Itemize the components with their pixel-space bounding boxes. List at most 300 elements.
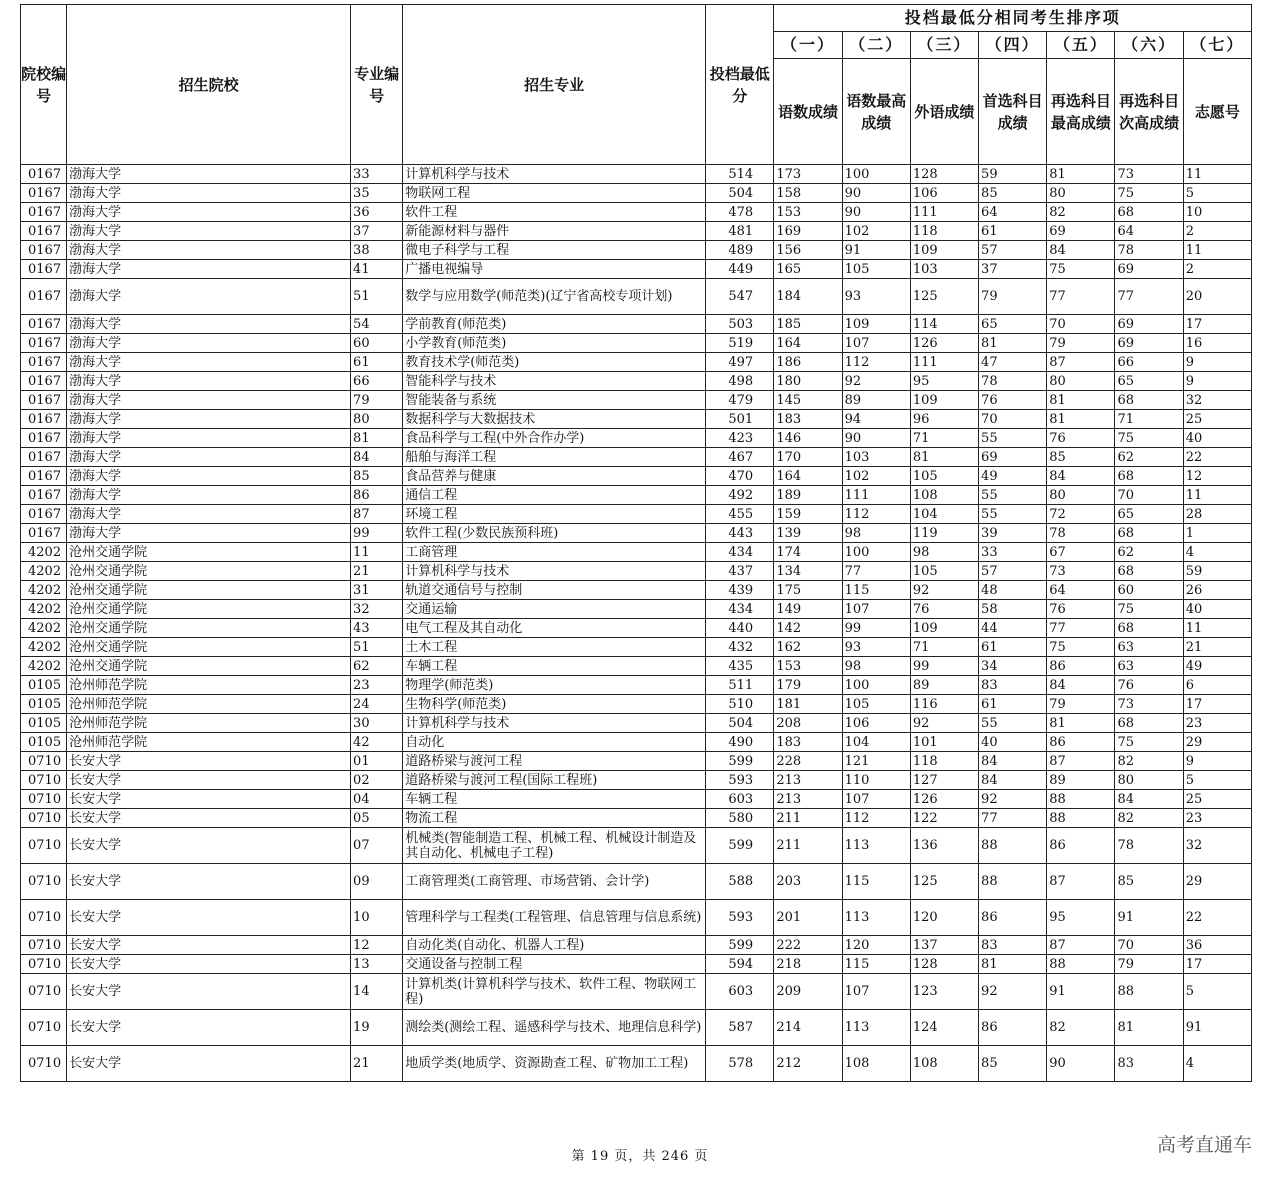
tie7-cell: 11 — [1183, 165, 1251, 184]
tie3-cell: 71 — [910, 638, 978, 657]
header-tie-break-label: 语数成绩 — [774, 59, 842, 165]
major-code-cell: 23 — [351, 676, 403, 695]
tie7-cell: 32 — [1183, 391, 1251, 410]
tie5-cell: 86 — [1047, 657, 1115, 676]
tie5-cell: 64 — [1047, 581, 1115, 600]
tie2-cell: 106 — [842, 714, 910, 733]
tie5-cell: 81 — [1047, 410, 1115, 429]
major-name-cell: 软件工程(少数民族预科班) — [403, 524, 706, 543]
major-code-cell: 87 — [351, 505, 403, 524]
tie7-cell: 2 — [1183, 222, 1251, 241]
tie2-cell: 105 — [842, 260, 910, 279]
tie7-cell: 5 — [1183, 184, 1251, 203]
table-row — [21, 448, 1252, 467]
min-score-cell: 432 — [706, 638, 774, 657]
tie7-cell: 17 — [1183, 695, 1251, 714]
tie1-cell: 159 — [774, 505, 842, 524]
tie4-cell: 64 — [979, 203, 1047, 222]
tie1-cell: 185 — [774, 315, 842, 334]
tie3-cell: 95 — [910, 372, 978, 391]
major-name-cell: 学前教育(师范类) — [403, 315, 706, 334]
tie2-cell: 102 — [842, 222, 910, 241]
school-code-cell: 0710 — [21, 900, 67, 936]
school-name-cell: 渤海大学 — [67, 391, 351, 410]
school-name-cell: 沧州交通学院 — [67, 543, 351, 562]
min-score-cell: 489 — [706, 241, 774, 260]
header-tie-break-num: （二） — [842, 32, 910, 59]
school-code-cell: 4202 — [21, 657, 67, 676]
tie3-cell: 125 — [910, 864, 978, 900]
tie5-cell: 81 — [1047, 714, 1115, 733]
school-name-cell: 渤海大学 — [67, 260, 351, 279]
header-tie-break-label: 再选科目次高成绩 — [1115, 59, 1183, 165]
min-score-cell: 603 — [706, 974, 774, 1010]
tie2-cell: 90 — [842, 184, 910, 203]
min-score-cell: 504 — [706, 714, 774, 733]
major-name-cell: 软件工程 — [403, 203, 706, 222]
tie2-cell: 121 — [842, 752, 910, 771]
tie6-cell: 68 — [1115, 467, 1183, 486]
tie4-cell: 76 — [979, 391, 1047, 410]
school-name-cell: 沧州交通学院 — [67, 562, 351, 581]
major-name-cell: 物理学(师范类) — [403, 676, 706, 695]
tie6-cell: 75 — [1115, 429, 1183, 448]
major-code-cell: 86 — [351, 486, 403, 505]
major-name-cell: 数据科学与大数据技术 — [403, 410, 706, 429]
major-name-cell: 计算机科学与技术 — [403, 165, 706, 184]
major-name-cell: 教育技术学(师范类) — [403, 353, 706, 372]
major-name-cell: 工商管理 — [403, 543, 706, 562]
major-name-cell: 微电子科学与工程 — [403, 241, 706, 260]
min-score-cell: 455 — [706, 505, 774, 524]
min-score-cell: 501 — [706, 410, 774, 429]
tie6-cell: 62 — [1115, 448, 1183, 467]
tie5-cell: 77 — [1047, 619, 1115, 638]
tie1-cell: 183 — [774, 733, 842, 752]
table-row — [21, 752, 1252, 771]
school-code-cell: 0105 — [21, 733, 67, 752]
tie3-cell: 103 — [910, 260, 978, 279]
tie2-cell: 115 — [842, 955, 910, 974]
tie5-cell: 76 — [1047, 429, 1115, 448]
tie6-cell: 83 — [1115, 1046, 1183, 1082]
school-code-cell: 4202 — [21, 600, 67, 619]
school-code-cell: 0167 — [21, 372, 67, 391]
tie1-cell: 164 — [774, 467, 842, 486]
school-code-cell: 0167 — [21, 391, 67, 410]
tie2-cell: 120 — [842, 936, 910, 955]
major-name-cell: 管理科学与工程类(工程管理、信息管理与信息系统) — [403, 900, 706, 936]
school-code-cell: 0710 — [21, 771, 67, 790]
tie3-cell: 118 — [910, 752, 978, 771]
tie1-cell: 180 — [774, 372, 842, 391]
tie1-cell: 203 — [774, 864, 842, 900]
major-name-cell: 智能装备与系统 — [403, 391, 706, 410]
school-code-cell: 0167 — [21, 222, 67, 241]
table-row — [21, 733, 1252, 752]
min-score-cell: 440 — [706, 619, 774, 638]
tie2-cell: 105 — [842, 695, 910, 714]
school-code-cell: 0167 — [21, 315, 67, 334]
min-score-cell: 470 — [706, 467, 774, 486]
tie5-cell: 91 — [1047, 974, 1115, 1010]
major-name-cell: 环境工程 — [403, 505, 706, 524]
tie4-cell: 86 — [979, 1010, 1047, 1046]
tie7-cell: 9 — [1183, 372, 1251, 391]
tie2-cell: 100 — [842, 165, 910, 184]
min-score-cell: 599 — [706, 752, 774, 771]
tie2-cell: 102 — [842, 467, 910, 486]
tie7-cell: 22 — [1183, 448, 1251, 467]
tie4-cell: 40 — [979, 733, 1047, 752]
tie1-cell: 183 — [774, 410, 842, 429]
major-code-cell: 32 — [351, 600, 403, 619]
tie7-cell: 11 — [1183, 619, 1251, 638]
tie5-cell: 88 — [1047, 955, 1115, 974]
school-name-cell: 长安大学 — [67, 790, 351, 809]
major-code-cell: 54 — [351, 315, 403, 334]
min-score-cell: 603 — [706, 790, 774, 809]
school-name-cell: 渤海大学 — [67, 486, 351, 505]
tie3-cell: 111 — [910, 203, 978, 222]
tie4-cell: 83 — [979, 936, 1047, 955]
min-score-cell: 435 — [706, 657, 774, 676]
tie5-cell: 87 — [1047, 752, 1115, 771]
header-tie-break-title: 投档最低分相同考生排序项 — [774, 5, 1252, 32]
tie4-cell: 55 — [979, 505, 1047, 524]
school-name-cell: 渤海大学 — [67, 241, 351, 260]
major-code-cell: 21 — [351, 1046, 403, 1082]
tie7-cell: 91 — [1183, 1010, 1251, 1046]
tie5-cell: 84 — [1047, 467, 1115, 486]
school-name-cell: 沧州交通学院 — [67, 581, 351, 600]
tie2-cell: 111 — [842, 486, 910, 505]
tie7-cell: 16 — [1183, 334, 1251, 353]
table-row — [21, 619, 1252, 638]
min-score-cell: 497 — [706, 353, 774, 372]
min-score-cell: 437 — [706, 562, 774, 581]
min-score-cell: 588 — [706, 864, 774, 900]
tie1-cell: 186 — [774, 353, 842, 372]
tie3-cell: 108 — [910, 1046, 978, 1082]
tie1-cell: 212 — [774, 1046, 842, 1082]
tie6-cell: 77 — [1115, 279, 1183, 315]
school-name-cell: 渤海大学 — [67, 184, 351, 203]
tie1-cell: 153 — [774, 203, 842, 222]
tie4-cell: 61 — [979, 695, 1047, 714]
tie6-cell: 69 — [1115, 315, 1183, 334]
tie3-cell: 122 — [910, 809, 978, 828]
tie4-cell: 33 — [979, 543, 1047, 562]
min-score-cell: 580 — [706, 809, 774, 828]
tie1-cell: 213 — [774, 771, 842, 790]
header-tie-break-label: 首选科目成绩 — [979, 59, 1047, 165]
tie4-cell: 77 — [979, 809, 1047, 828]
table-row — [21, 657, 1252, 676]
major-code-cell: 09 — [351, 864, 403, 900]
header-tie-break-label: 语数最高成绩 — [842, 59, 910, 165]
major-code-cell: 79 — [351, 391, 403, 410]
tie1-cell: 146 — [774, 429, 842, 448]
major-code-cell: 80 — [351, 410, 403, 429]
tie3-cell: 128 — [910, 165, 978, 184]
school-name-cell: 渤海大学 — [67, 410, 351, 429]
tie5-cell: 79 — [1047, 334, 1115, 353]
tie6-cell: 75 — [1115, 733, 1183, 752]
table-row — [21, 676, 1252, 695]
tie5-cell: 86 — [1047, 828, 1115, 864]
tie3-cell: 109 — [910, 391, 978, 410]
school-name-cell: 渤海大学 — [67, 372, 351, 391]
tie1-cell: 184 — [774, 279, 842, 315]
tie4-cell: 58 — [979, 600, 1047, 619]
major-name-cell: 交通设备与控制工程 — [403, 955, 706, 974]
tie6-cell: 73 — [1115, 695, 1183, 714]
table-row — [21, 828, 1252, 864]
tie5-cell: 81 — [1047, 165, 1115, 184]
school-code-cell: 0710 — [21, 936, 67, 955]
tie6-cell: 68 — [1115, 524, 1183, 543]
school-name-cell: 长安大学 — [67, 809, 351, 828]
tie7-cell: 49 — [1183, 657, 1251, 676]
tie6-cell: 80 — [1115, 771, 1183, 790]
tie1-cell: 156 — [774, 241, 842, 260]
tie2-cell: 107 — [842, 790, 910, 809]
major-code-cell: 19 — [351, 1010, 403, 1046]
tie6-cell: 78 — [1115, 241, 1183, 260]
major-name-cell: 食品营养与健康 — [403, 467, 706, 486]
tie7-cell: 29 — [1183, 864, 1251, 900]
major-code-cell: 99 — [351, 524, 403, 543]
major-code-cell: 62 — [351, 657, 403, 676]
tie1-cell: 214 — [774, 1010, 842, 1046]
school-name-cell: 渤海大学 — [67, 203, 351, 222]
school-name-cell: 长安大学 — [67, 900, 351, 936]
tie6-cell: 63 — [1115, 657, 1183, 676]
tie4-cell: 92 — [979, 974, 1047, 1010]
table-row — [21, 1010, 1252, 1046]
header-tie-break-num: （五） — [1047, 32, 1115, 59]
major-code-cell: 43 — [351, 619, 403, 638]
school-code-cell: 0105 — [21, 695, 67, 714]
table-row — [21, 581, 1252, 600]
school-name-cell: 渤海大学 — [67, 334, 351, 353]
tie2-cell: 91 — [842, 241, 910, 260]
tie3-cell: 128 — [910, 955, 978, 974]
tie7-cell: 4 — [1183, 543, 1251, 562]
tie5-cell: 80 — [1047, 184, 1115, 203]
tie1-cell: 134 — [774, 562, 842, 581]
table-row — [21, 955, 1252, 974]
tie1-cell: 149 — [774, 600, 842, 619]
major-code-cell: 42 — [351, 733, 403, 752]
tie7-cell: 1 — [1183, 524, 1251, 543]
school-name-cell: 长安大学 — [67, 828, 351, 864]
tie5-cell: 80 — [1047, 486, 1115, 505]
tie5-cell: 69 — [1047, 222, 1115, 241]
major-code-cell: 02 — [351, 771, 403, 790]
major-code-cell: 61 — [351, 353, 403, 372]
table-row — [21, 638, 1252, 657]
header-min-score: 投档最低分 — [706, 5, 774, 165]
table-row — [21, 864, 1252, 900]
tie5-cell: 87 — [1047, 353, 1115, 372]
tie2-cell: 94 — [842, 410, 910, 429]
tie2-cell: 93 — [842, 638, 910, 657]
min-score-cell: 492 — [706, 486, 774, 505]
tie6-cell: 69 — [1115, 260, 1183, 279]
major-code-cell: 05 — [351, 809, 403, 828]
tie7-cell: 12 — [1183, 467, 1251, 486]
table-row — [21, 467, 1252, 486]
table-row — [21, 184, 1252, 203]
major-code-cell: 10 — [351, 900, 403, 936]
table-row — [21, 260, 1252, 279]
tie6-cell: 71 — [1115, 410, 1183, 429]
min-score-cell: 519 — [706, 334, 774, 353]
school-name-cell: 长安大学 — [67, 771, 351, 790]
school-code-cell: 0167 — [21, 524, 67, 543]
major-name-cell: 机械类(智能制造工程、机械工程、机械设计制造及其自动化、机械电子工程) — [403, 828, 706, 864]
school-code-cell: 0710 — [21, 790, 67, 809]
tie1-cell: 139 — [774, 524, 842, 543]
tie4-cell: 55 — [979, 429, 1047, 448]
school-name-cell: 沧州交通学院 — [67, 657, 351, 676]
header-tie-break-num: （四） — [979, 32, 1047, 59]
tie5-cell: 82 — [1047, 1010, 1115, 1046]
major-code-cell: 12 — [351, 936, 403, 955]
school-code-cell: 0167 — [21, 486, 67, 505]
major-code-cell: 36 — [351, 203, 403, 222]
tie3-cell: 76 — [910, 600, 978, 619]
tie4-cell: 47 — [979, 353, 1047, 372]
major-name-cell: 小学教育(师范类) — [403, 334, 706, 353]
tie7-cell: 17 — [1183, 315, 1251, 334]
tie5-cell: 70 — [1047, 315, 1115, 334]
header-tie-break-label: 再选科目最高成绩 — [1047, 59, 1115, 165]
school-code-cell: 4202 — [21, 619, 67, 638]
min-score-cell: 467 — [706, 448, 774, 467]
tie3-cell: 118 — [910, 222, 978, 241]
tie2-cell: 113 — [842, 828, 910, 864]
school-name-cell: 沧州师范学院 — [67, 676, 351, 695]
tie2-cell: 115 — [842, 581, 910, 600]
school-name-cell: 沧州交通学院 — [67, 600, 351, 619]
tie6-cell: 78 — [1115, 828, 1183, 864]
min-score-cell: 443 — [706, 524, 774, 543]
tie7-cell: 59 — [1183, 562, 1251, 581]
school-code-cell: 0167 — [21, 448, 67, 467]
tie7-cell: 29 — [1183, 733, 1251, 752]
major-name-cell: 计算机科学与技术 — [403, 714, 706, 733]
tie3-cell: 126 — [910, 790, 978, 809]
tie4-cell: 37 — [979, 260, 1047, 279]
major-code-cell: 14 — [351, 974, 403, 1010]
tie1-cell: 164 — [774, 334, 842, 353]
tie4-cell: 84 — [979, 771, 1047, 790]
tie7-cell: 32 — [1183, 828, 1251, 864]
tie7-cell: 17 — [1183, 955, 1251, 974]
major-name-cell: 地质学类(地质学、资源勘查工程、矿物加工工程) — [403, 1046, 706, 1082]
school-name-cell: 渤海大学 — [67, 524, 351, 543]
tie6-cell: 63 — [1115, 638, 1183, 657]
major-name-cell: 生物科学(师范类) — [403, 695, 706, 714]
tie1-cell: 181 — [774, 695, 842, 714]
tie7-cell: 22 — [1183, 900, 1251, 936]
tie5-cell: 88 — [1047, 790, 1115, 809]
major-code-cell: 60 — [351, 334, 403, 353]
tie4-cell: 79 — [979, 279, 1047, 315]
tie7-cell: 23 — [1183, 714, 1251, 733]
tie4-cell: 85 — [979, 1046, 1047, 1082]
school-code-cell: 0167 — [21, 334, 67, 353]
min-score-cell: 510 — [706, 695, 774, 714]
major-code-cell: 31 — [351, 581, 403, 600]
tie7-cell: 5 — [1183, 771, 1251, 790]
tie6-cell: 62 — [1115, 543, 1183, 562]
tie6-cell: 88 — [1115, 974, 1183, 1010]
table-row — [21, 936, 1252, 955]
tie4-cell: 48 — [979, 581, 1047, 600]
school-code-cell: 0167 — [21, 279, 67, 315]
min-score-cell: 599 — [706, 828, 774, 864]
table-row — [21, 315, 1252, 334]
tie1-cell: 208 — [774, 714, 842, 733]
tie7-cell: 23 — [1183, 809, 1251, 828]
header-major-code: 专业编号 — [351, 5, 403, 165]
tie6-cell: 60 — [1115, 581, 1183, 600]
min-score-cell: 593 — [706, 900, 774, 936]
min-score-cell: 479 — [706, 391, 774, 410]
tie3-cell: 127 — [910, 771, 978, 790]
school-code-cell: 0105 — [21, 714, 67, 733]
admission-score-table — [20, 4, 1252, 1082]
table-row — [21, 334, 1252, 353]
min-score-cell: 478 — [706, 203, 774, 222]
tie1-cell: 170 — [774, 448, 842, 467]
tie6-cell: 75 — [1115, 184, 1183, 203]
tie1-cell: 142 — [774, 619, 842, 638]
header-tie-break-num: （三） — [910, 32, 978, 59]
tie7-cell: 26 — [1183, 581, 1251, 600]
tie6-cell: 66 — [1115, 353, 1183, 372]
tie7-cell: 11 — [1183, 486, 1251, 505]
min-score-cell: 434 — [706, 543, 774, 562]
tie1-cell: 162 — [774, 638, 842, 657]
tie3-cell: 105 — [910, 467, 978, 486]
min-score-cell: 587 — [706, 1010, 774, 1046]
table-row — [21, 486, 1252, 505]
tie2-cell: 113 — [842, 900, 910, 936]
tie4-cell: 78 — [979, 372, 1047, 391]
tie7-cell: 10 — [1183, 203, 1251, 222]
school-code-cell: 0167 — [21, 353, 67, 372]
major-name-cell: 工商管理类(工商管理、市场营销、会计学) — [403, 864, 706, 900]
header-school-code: 院校编号 — [21, 5, 67, 165]
school-name-cell: 渤海大学 — [67, 429, 351, 448]
school-code-cell: 0105 — [21, 676, 67, 695]
school-name-cell: 长安大学 — [67, 936, 351, 955]
major-name-cell: 广播电视编导 — [403, 260, 706, 279]
min-score-cell: 490 — [706, 733, 774, 752]
tie7-cell: 4 — [1183, 1046, 1251, 1082]
tie4-cell: 84 — [979, 752, 1047, 771]
tie3-cell: 98 — [910, 543, 978, 562]
table-row — [21, 974, 1252, 1010]
school-code-cell: 0710 — [21, 864, 67, 900]
tie4-cell: 57 — [979, 241, 1047, 260]
school-code-cell: 4202 — [21, 562, 67, 581]
